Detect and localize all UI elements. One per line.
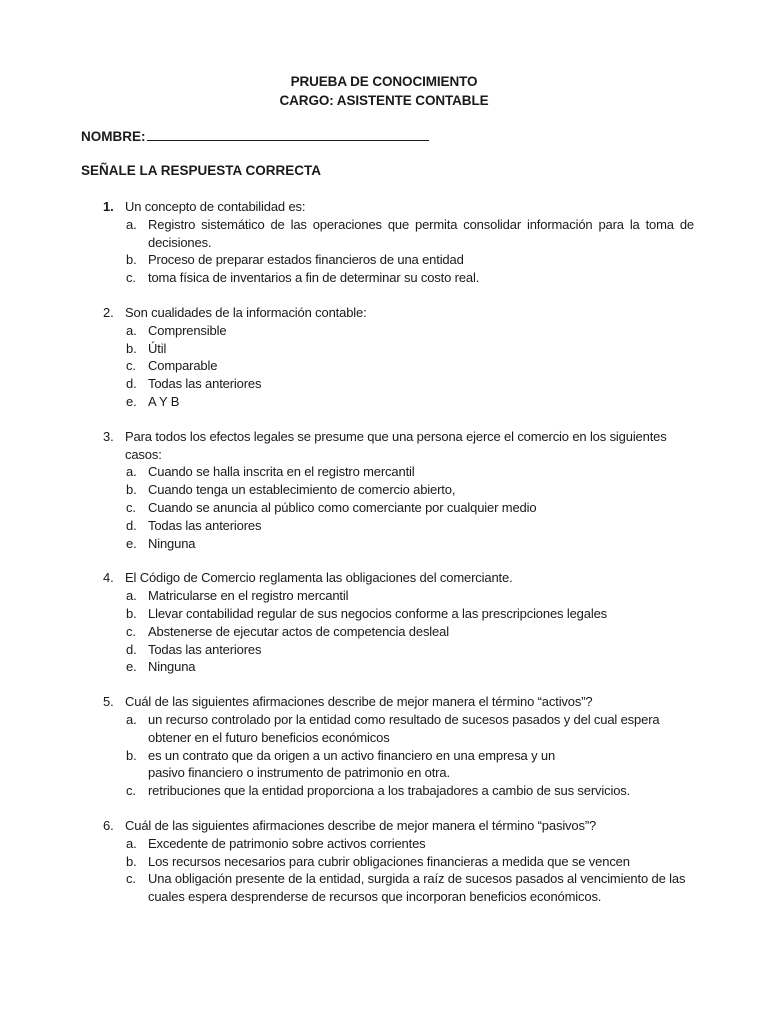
document-title: PRUEBA DE CONOCIMIENTO bbox=[290, 74, 478, 89]
option-letter: a. bbox=[126, 322, 137, 338]
answer-option bbox=[0, 641, 768, 659]
option-text: Todas las anteriores bbox=[148, 376, 262, 392]
question-4 bbox=[0, 569, 768, 676]
answer-option bbox=[0, 216, 768, 252]
answer-option bbox=[0, 322, 768, 340]
option-text: Útil bbox=[148, 340, 167, 356]
option-text: es un contrato que da origen a un activo financiero en una empresa y un pasivo financiero o instrumento de patrimonio en otra. bbox=[148, 747, 556, 781]
option-letter: b. bbox=[126, 605, 137, 621]
option-text: Cuando tenga un establecimiento de comercio abierto, bbox=[148, 482, 456, 498]
name-field bbox=[81, 127, 429, 146]
answer-option bbox=[0, 517, 768, 535]
answer-option bbox=[0, 587, 768, 605]
question-row bbox=[0, 198, 768, 216]
option-text: Comparable bbox=[148, 358, 218, 374]
question-row bbox=[0, 428, 768, 464]
option-letter: c. bbox=[126, 783, 136, 799]
answer-option bbox=[0, 711, 768, 747]
option-letter: c. bbox=[126, 358, 136, 374]
option-letter: b. bbox=[126, 747, 137, 763]
option-text: Todas las anteriores bbox=[148, 641, 262, 657]
name-blank-line bbox=[147, 127, 429, 141]
option-text: toma física de inventarios a fin de determinar su costo real. bbox=[148, 270, 480, 286]
answer-option bbox=[0, 375, 768, 393]
answer-option bbox=[0, 747, 768, 783]
document-subtitle: CARGO: ASISTENTE CONTABLE bbox=[279, 93, 489, 108]
option-letter: a. bbox=[126, 216, 137, 232]
answer-option bbox=[0, 782, 768, 800]
option-text: Cuando se anuncia al público como comerciante por cualquier medio bbox=[148, 499, 537, 515]
question-number: 2. bbox=[103, 304, 114, 320]
answer-option bbox=[0, 870, 768, 906]
question-row bbox=[0, 569, 768, 587]
name-label: NOMBRE: bbox=[81, 129, 146, 144]
option-letter: c. bbox=[126, 623, 136, 639]
option-text: Matricularse en el registro mercantil bbox=[148, 588, 349, 604]
option-text: Comprensible bbox=[148, 322, 227, 338]
option-letter: e. bbox=[126, 393, 137, 409]
option-letter: c. bbox=[126, 871, 136, 887]
question-number: 3. bbox=[103, 428, 114, 444]
answer-option bbox=[0, 340, 768, 358]
option-text: Ninguna bbox=[148, 659, 196, 675]
question-text: Son cualidades de la información contable: bbox=[125, 304, 367, 320]
option-text: Abstenerse de ejecutar actos de competencia desleal bbox=[148, 623, 449, 639]
option-text: Registro sistemático de las operaciones que permita consolidar información para la toma de decisiones. bbox=[148, 216, 694, 250]
answer-option bbox=[0, 357, 768, 375]
question-row bbox=[0, 693, 768, 711]
question-text: Un concepto de contabilidad es: bbox=[125, 199, 306, 214]
question-5 bbox=[0, 693, 768, 800]
answer-option bbox=[0, 481, 768, 499]
document-header bbox=[0, 72, 768, 110]
answer-option bbox=[0, 605, 768, 623]
answer-option bbox=[0, 535, 768, 553]
option-text: retribuciones que la entidad proporciona a los trabajadores a cambio de sus servicios. bbox=[148, 783, 631, 799]
option-letter: b. bbox=[126, 340, 137, 356]
question-row bbox=[0, 817, 768, 835]
answer-option bbox=[0, 269, 768, 287]
option-text: A Y B bbox=[148, 393, 180, 409]
answer-option bbox=[0, 393, 768, 411]
option-letter: b. bbox=[126, 853, 137, 869]
option-letter: d. bbox=[126, 641, 137, 657]
question-2 bbox=[0, 304, 768, 411]
question-number: 5. bbox=[103, 694, 114, 710]
question-text: El Código de Comercio reglamenta las obligaciones del comerciante. bbox=[125, 570, 513, 586]
question-number: 4. bbox=[103, 570, 114, 586]
question-1 bbox=[0, 198, 768, 287]
answer-option bbox=[0, 251, 768, 269]
option-text: Ninguna bbox=[148, 535, 196, 551]
question-list bbox=[0, 198, 768, 923]
question-6 bbox=[0, 817, 768, 906]
option-text: Los recursos necesarios para cubrir obligaciones financieras a medida que se vencen bbox=[148, 853, 630, 869]
option-text: Llevar contabilidad regular de sus negocios conforme a las prescripciones legales bbox=[148, 605, 608, 621]
answer-option bbox=[0, 658, 768, 676]
instruction-heading: SEÑALE LA RESPUESTA CORRECTA bbox=[81, 163, 322, 178]
question-row bbox=[0, 304, 768, 322]
option-text: Todas las anteriores bbox=[148, 517, 262, 533]
option-letter: e. bbox=[126, 659, 137, 675]
option-letter: a. bbox=[126, 464, 137, 480]
option-letter: d. bbox=[126, 517, 137, 533]
option-text: Una obligación presente de la entidad, surgida a raíz de sucesos pasados al vencimiento de las cuales espera desprenderse de recursos que incorporan beneficios económicos. bbox=[148, 871, 686, 905]
question-number: 1. bbox=[103, 199, 114, 214]
option-letter: a. bbox=[126, 711, 137, 727]
option-letter: b. bbox=[126, 252, 137, 268]
question-text: Cuál de las siguientes afirmaciones describe de mejor manera el término “activos”? bbox=[125, 694, 593, 710]
option-letter: a. bbox=[126, 835, 137, 851]
question-3 bbox=[0, 428, 768, 553]
option-text: un recurso controlado por la entidad como resultado de sucesos pasados y del cual espera obtener en el futuro beneficios económicos bbox=[148, 711, 660, 745]
option-letter: a. bbox=[126, 588, 137, 604]
question-text: Para todos los efectos legales se presume que una persona ejerce el comercio en los siguientes casos: bbox=[125, 428, 667, 462]
answer-option bbox=[0, 853, 768, 871]
option-text: Excedente de patrimonio sobre activos corrientes bbox=[148, 835, 426, 851]
option-letter: c. bbox=[126, 499, 136, 515]
answer-option bbox=[0, 835, 768, 853]
question-number: 6. bbox=[103, 817, 114, 833]
answer-option bbox=[0, 623, 768, 641]
option-letter: d. bbox=[126, 376, 137, 392]
option-letter: b. bbox=[126, 482, 137, 498]
option-letter: c. bbox=[126, 270, 136, 286]
option-text: Proceso de preparar estados financieros de una entidad bbox=[148, 252, 464, 268]
answer-option bbox=[0, 463, 768, 481]
question-text: Cuál de las siguientes afirmaciones describe de mejor manera el término “pasivos”? bbox=[125, 817, 597, 833]
option-letter: e. bbox=[126, 535, 137, 551]
option-text: Cuando se halla inscrita en el registro mercantil bbox=[148, 464, 415, 480]
answer-option bbox=[0, 499, 768, 517]
